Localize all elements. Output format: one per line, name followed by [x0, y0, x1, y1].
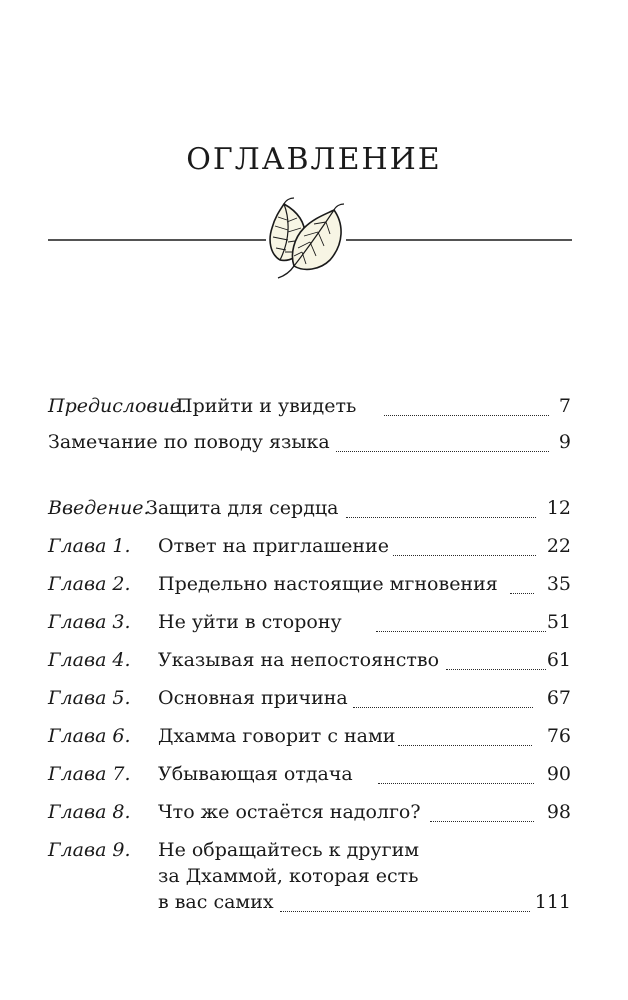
toc-label: Предисловие. — [48, 395, 188, 417]
toc-label: Глава 6. — [48, 725, 131, 747]
toc-title: Что же остаётся надолго? — [158, 801, 421, 823]
dot-leader — [353, 671, 533, 708]
toc-label: Глава 9. — [48, 839, 131, 861]
toc-title-line-2: за Дхаммой, которая есть — [158, 865, 419, 887]
toc-page-number: 9 — [558, 431, 571, 453]
toc-title: Основная причина — [158, 687, 348, 709]
dot-leader — [430, 785, 534, 822]
toc-page-number: 61 — [546, 649, 571, 671]
toc-title: Ответ на приглашение — [158, 535, 389, 557]
toc-page-number: 51 — [546, 611, 571, 633]
toc-title: Не уйти в сторону — [158, 611, 342, 633]
dot-leader — [336, 415, 549, 452]
dot-leader — [446, 633, 546, 670]
toc-row-chapter-8[interactable] — [48, 794, 571, 830]
toc-label: Глава 1. — [48, 535, 131, 557]
toc-label: Глава 3. — [48, 611, 131, 633]
dot-leader — [398, 709, 532, 746]
toc-page-number: 12 — [546, 497, 571, 519]
toc-label: Глава 7. — [48, 763, 131, 785]
toc-title: Защита для сердца — [146, 497, 339, 519]
toc-row-chapter-9-last-line — [48, 884, 571, 920]
toc-page-number: 35 — [546, 573, 571, 595]
toc-title-line-1: Не обращайтесь к другим — [158, 839, 420, 861]
toc-title: Дхамма говорит с нами — [158, 725, 396, 747]
toc-title-line-3: в вас самих — [158, 891, 274, 913]
toc-page-number: 76 — [546, 725, 571, 747]
dot-leader — [378, 747, 534, 784]
toc-title: Убывающая отдача — [158, 763, 353, 785]
toc-page-number: 7 — [558, 395, 571, 417]
toc-title: Замечание по поводу языка — [48, 431, 330, 453]
toc-label: Введение. — [48, 497, 150, 519]
toc-page-number: 90 — [546, 763, 571, 785]
toc-title: Прийти и увидеть — [176, 395, 357, 417]
page-title: ОГЛАВЛЕНИЕ — [186, 142, 442, 177]
toc-label: Глава 2. — [48, 573, 131, 595]
leaf-ornament-icon — [0, 190, 628, 290]
toc-label: Глава 8. — [48, 801, 131, 823]
toc-page-number: 67 — [546, 687, 571, 709]
toc-label: Глава 4. — [48, 649, 131, 671]
dot-leader — [376, 595, 546, 632]
toc-page-number: 111 — [534, 891, 571, 913]
dot-leader — [346, 481, 536, 518]
toc-page-number: 98 — [546, 801, 571, 823]
toc-title: Предельно настоящие мгновения — [158, 573, 498, 595]
toc-row-language-note[interactable] — [48, 424, 571, 460]
dot-leader — [393, 519, 536, 556]
dot-leader — [280, 875, 530, 912]
dot-leader — [510, 557, 534, 594]
toc-title: Указывая на непостоянство — [158, 649, 440, 671]
toc-label: Глава 5. — [48, 687, 131, 709]
toc-row-chapter-1[interactable] — [48, 528, 571, 564]
toc-page-number: 22 — [546, 535, 571, 557]
dot-leader — [384, 379, 549, 416]
